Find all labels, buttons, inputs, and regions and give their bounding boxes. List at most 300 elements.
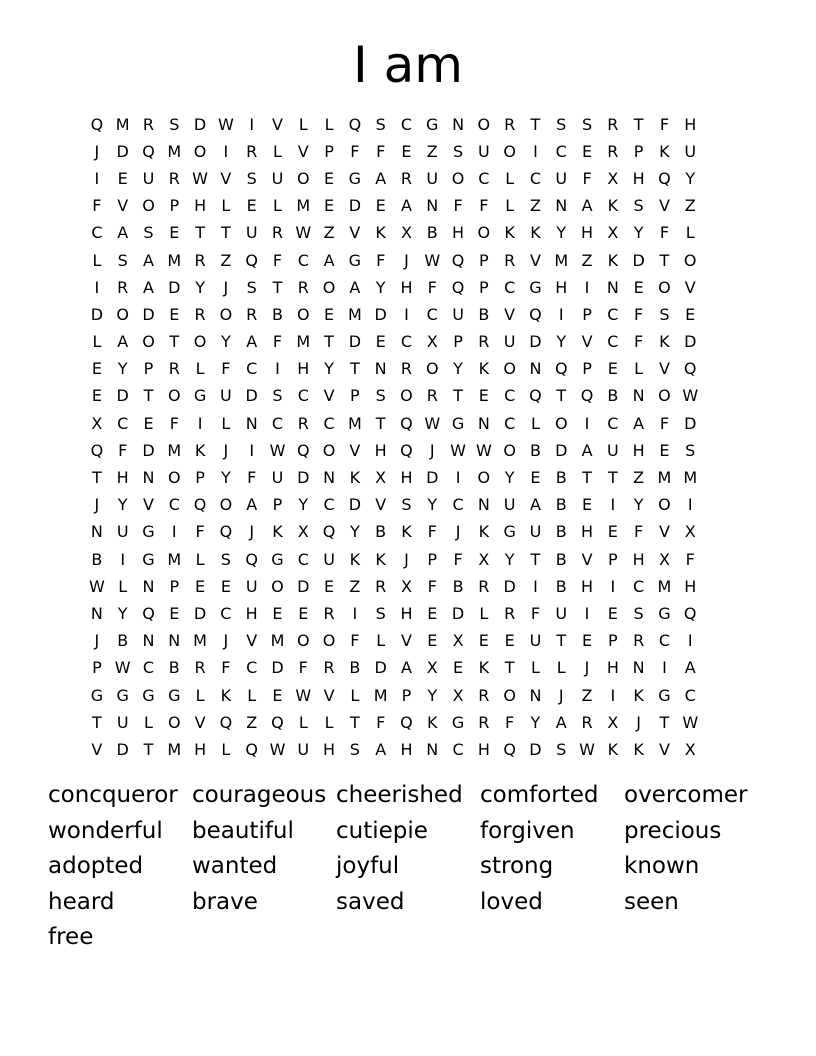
grid-letter: A (581, 196, 593, 216)
word-list-item: cutiepie (336, 817, 428, 844)
grid-letter: K (607, 739, 619, 759)
grid-letter: R (504, 114, 516, 134)
word-list (48, 778, 788, 956)
grid-letter: F (427, 522, 437, 542)
grid-letter: R (168, 359, 180, 379)
grid-letter: R (478, 332, 490, 352)
grid-letter: D (529, 739, 542, 759)
grid-letter: L (273, 196, 282, 216)
grid-letter: G (658, 685, 671, 705)
grid-row (84, 329, 734, 356)
grid-letter: D (426, 468, 439, 488)
grid-row (84, 682, 734, 709)
grid-letter: A (117, 332, 129, 352)
grid-letter: Q (219, 522, 233, 542)
grid-letter: P (401, 685, 412, 705)
grid-letter: T (633, 114, 644, 134)
grid-letter: E (195, 576, 206, 596)
grid-letter: Z (581, 685, 593, 705)
grid-letter: N (452, 114, 465, 134)
grid-letter: X (658, 549, 670, 569)
grid-letter: S (220, 549, 231, 569)
grid-letter: N (142, 576, 155, 596)
grid-letter: N (632, 658, 645, 678)
grid-letter: A (555, 712, 567, 732)
grid-row (84, 437, 734, 464)
grid-letter: E (478, 386, 489, 406)
grid-letter: Y (556, 223, 567, 243)
grid-letter: K (478, 522, 490, 542)
grid-letter: B (375, 522, 387, 542)
grid-letter: E (117, 168, 128, 188)
grid-letter: I (171, 522, 177, 542)
grid-letter: C (323, 413, 335, 433)
grid-letter: E (91, 386, 102, 406)
grid-letter: N (245, 413, 258, 433)
grid-letter: R (581, 712, 593, 732)
grid-letter: U (529, 631, 542, 651)
grid-letter: I (223, 141, 229, 161)
word-list-item: brave (192, 888, 258, 915)
grid-letter: U (142, 168, 155, 188)
grid-letter: P (582, 304, 592, 324)
grid-letter: Y (453, 359, 463, 379)
grid-letter: L (273, 141, 282, 161)
grid-letter: Y (685, 168, 696, 188)
grid-letter: B (555, 522, 567, 542)
grid-letter: O (477, 468, 491, 488)
grid-letter: N (90, 603, 103, 623)
grid-letter: L (530, 413, 540, 433)
grid-letter: D (142, 440, 155, 460)
grid-letter: S (556, 114, 567, 134)
grid-letter: F (195, 522, 205, 542)
grid-letter: E (220, 576, 231, 596)
grid-letter: N (529, 685, 542, 705)
grid-letter: I (94, 168, 100, 188)
grid-letter: C (220, 603, 232, 623)
word-list-item: cheerished (336, 782, 463, 808)
grid-row (84, 628, 734, 655)
grid-letter: G (658, 603, 671, 623)
grid-letter: R (246, 304, 258, 324)
grid-letter: U (684, 141, 697, 161)
grid-letter: F (272, 250, 283, 270)
grid-letter: W (295, 223, 312, 243)
grid-letter: P (143, 359, 154, 379)
grid-letter: E (427, 603, 438, 623)
grid-row (84, 356, 734, 383)
grid-letter: B (168, 658, 180, 678)
grid-letter: L (556, 658, 566, 678)
grid-letter: U (452, 304, 464, 324)
word-list-item: free (48, 924, 94, 950)
grid-letter: X (684, 522, 696, 542)
grid-letter: O (477, 114, 491, 134)
grid-letter: T (195, 223, 205, 243)
grid-row (84, 600, 734, 627)
grid-letter: Y (375, 277, 386, 297)
grid-letter: S (659, 304, 670, 324)
grid-letter: S (143, 223, 154, 243)
grid-letter: P (608, 631, 618, 651)
grid-letter: F (453, 549, 463, 569)
grid-letter: A (117, 223, 129, 243)
grid-letter: R (504, 603, 516, 623)
grid-letter: O (658, 386, 671, 406)
grid-letter: F (659, 413, 670, 433)
word-list-item: forgiven (480, 817, 575, 844)
grid-letter: O (271, 576, 284, 596)
grid-letter: G (142, 549, 155, 569)
grid-letter: M (167, 141, 182, 161)
grid-letter: I (610, 576, 616, 596)
grid-letter: E (427, 631, 438, 651)
grid-letter: R (478, 576, 490, 596)
grid-letter: D (297, 468, 310, 488)
grid-letter: E (246, 196, 257, 216)
grid-letter: O (683, 250, 697, 270)
grid-letter: H (606, 658, 619, 678)
grid-letter: N (323, 468, 336, 488)
grid-letter: T (607, 468, 618, 488)
grid-letter: K (272, 522, 283, 542)
grid-letter: Q (658, 168, 671, 188)
grid-letter: E (324, 196, 335, 216)
grid-letter: T (530, 549, 541, 569)
grid-letter: I (249, 440, 255, 460)
grid-letter: K (607, 196, 619, 216)
grid-letter: O (193, 332, 207, 352)
grid-letter: S (556, 739, 567, 759)
grid-letter: R (607, 114, 619, 134)
grid-letter: N (426, 196, 439, 216)
grid-letter: I (584, 603, 590, 623)
grid-letter: N (555, 196, 568, 216)
grid-letter: L (505, 168, 515, 188)
grid-letter: F (659, 223, 670, 243)
grid-letter: M (554, 250, 569, 270)
grid-letter: I (584, 413, 590, 433)
grid-letter: F (272, 332, 283, 352)
grid-letter: H (323, 739, 336, 759)
grid-letter: B (555, 468, 567, 488)
grid-letter: A (400, 658, 412, 678)
grid-letter: Q (683, 603, 697, 623)
grid-letter: R (478, 712, 490, 732)
grid-letter: K (375, 549, 386, 569)
grid-letter: B (91, 549, 103, 569)
grid-letter: X (607, 223, 619, 243)
word-list-item: wanted (192, 853, 278, 879)
grid-letter: H (581, 522, 594, 542)
grid-letter: M (193, 631, 207, 651)
grid-letter: E (91, 359, 102, 379)
grid-letter: O (503, 685, 516, 705)
grid-letter: X (478, 549, 490, 569)
grid-letter: B (426, 223, 438, 243)
grid-letter: Q (529, 304, 542, 324)
word-list-item: heard (48, 888, 115, 915)
grid-letter: O (477, 223, 491, 243)
grid-letter: P (169, 196, 180, 216)
grid-letter: Z (633, 468, 645, 488)
grid-letter: J (584, 658, 590, 678)
grid-letter: E (169, 603, 180, 623)
grid-letter: H (555, 277, 568, 297)
word-search-grid (84, 111, 734, 764)
word-list-item: saved (336, 888, 405, 915)
grid-letter: C (504, 413, 516, 433)
grid-letter: D (348, 332, 362, 352)
grid-letter: A (375, 168, 387, 188)
grid-letter: J (223, 277, 229, 297)
grid-letter: F (376, 712, 386, 732)
grid-letter: T (143, 386, 154, 406)
grid-letter: O (142, 332, 155, 352)
grid-letter: T (556, 386, 567, 406)
grid-letter: H (400, 468, 413, 488)
grid-letter: C (529, 168, 542, 188)
grid-letter: O (503, 141, 516, 161)
grid-letter: H (632, 549, 645, 569)
grid-letter: L (195, 685, 205, 705)
grid-letter: M (683, 468, 698, 488)
grid-letter: P (479, 277, 489, 297)
grid-letter: L (324, 114, 334, 134)
grid-letter: C (297, 386, 309, 406)
grid-letter: S (272, 386, 283, 406)
grid-letter: G (348, 168, 362, 188)
grid-letter: D (297, 576, 310, 596)
grid-letter: D (168, 277, 181, 297)
grid-letter: H (684, 114, 697, 134)
grid-letter: U (271, 168, 284, 188)
grid-letter: K (478, 658, 490, 678)
grid-letter: L (350, 685, 360, 705)
grid-letter: B (452, 576, 464, 596)
grid-letter: U (297, 739, 310, 759)
grid-letter: G (503, 522, 516, 542)
grid-letter: J (249, 522, 255, 542)
grid-letter: F (350, 141, 360, 161)
word-list-item: courageous (192, 782, 327, 808)
grid-letter: H (477, 739, 490, 759)
grid-letter: E (453, 658, 464, 678)
grid-letter: Y (427, 685, 438, 705)
grid-letter: L (221, 196, 231, 216)
grid-letter: H (374, 440, 387, 460)
grid-letter: L (92, 332, 102, 352)
grid-row (84, 410, 734, 437)
grid-letter: C (168, 495, 180, 515)
grid-letter: Z (246, 712, 258, 732)
grid-letter: C (142, 658, 155, 678)
grid-letter: U (426, 168, 439, 188)
grid-letter: G (426, 114, 439, 134)
grid-letter: I (455, 468, 461, 488)
grid-letter: D (271, 658, 284, 678)
grid-letter: Q (554, 359, 568, 379)
grid-letter: I (197, 413, 203, 433)
grid-letter: G (90, 685, 104, 705)
grid-letter: E (607, 522, 618, 542)
grid-letter: B (607, 386, 619, 406)
grid-letter: F (453, 196, 463, 216)
grid-letter: F (169, 413, 179, 433)
grid-letter: I (94, 277, 100, 297)
grid-letter: C (452, 739, 464, 759)
grid-letter: L (634, 359, 644, 379)
grid-letter: S (375, 603, 386, 623)
grid-row (84, 301, 734, 328)
grid-letter: H (684, 576, 697, 596)
grid-letter: C (297, 250, 309, 270)
grid-letter: A (529, 495, 541, 515)
grid-letter: D (451, 603, 465, 623)
grid-row (84, 138, 734, 165)
grid-letter: D (684, 332, 697, 352)
grid-letter: U (503, 495, 516, 515)
grid-letter: W (269, 739, 286, 759)
grid-row (84, 709, 734, 736)
grid-letter: Y (220, 468, 231, 488)
word-list-item: adopted (48, 853, 144, 879)
grid-letter: J (404, 250, 409, 270)
grid-letter: K (633, 685, 644, 705)
grid-letter: D (348, 495, 362, 515)
grid-letter: X (684, 739, 696, 759)
grid-letter: Z (349, 576, 361, 596)
grid-letter: S (375, 114, 386, 134)
grid-letter: Q (245, 250, 258, 270)
grid-letter: E (607, 603, 618, 623)
grid-letter: J (94, 495, 100, 515)
grid-letter: Y (504, 468, 515, 488)
grid-letter: L (195, 359, 205, 379)
grid-letter: M (167, 250, 182, 270)
grid-letter: S (685, 440, 696, 460)
grid-letter: R (117, 277, 129, 297)
grid-letter: H (632, 440, 645, 460)
grid-letter: V (91, 739, 103, 759)
grid-letter: U (529, 522, 542, 542)
grid-letter: D (116, 141, 129, 161)
grid-letter: O (167, 712, 181, 732)
grid-letter: T (169, 332, 180, 352)
grid-letter: F (659, 114, 670, 134)
word-list-item: strong (480, 853, 554, 879)
grid-letter: D (503, 576, 516, 596)
grid-letter: F (479, 196, 489, 216)
grid-letter: M (657, 576, 672, 596)
grid-letter: P (350, 386, 360, 406)
grid-letter: I (533, 576, 538, 596)
grid-letter: Y (633, 223, 644, 243)
grid-letter: Q (580, 386, 594, 406)
grid-letter: K (633, 739, 644, 759)
grid-letter: J (404, 549, 409, 569)
grid-letter: L (247, 685, 257, 705)
grid-letter: F (376, 250, 386, 270)
grid-letter: C (504, 386, 516, 406)
grid-letter: N (426, 739, 439, 759)
grid-letter: T (92, 712, 102, 732)
grid-letter: X (452, 685, 464, 705)
grid-letter: M (167, 549, 182, 569)
grid-letter: F (582, 168, 592, 188)
grid-letter: F (350, 631, 360, 651)
grid-letter: I (404, 304, 409, 324)
grid-letter: W (475, 440, 492, 460)
grid-letter: U (245, 576, 258, 596)
grid-letter: N (374, 359, 387, 379)
word-list-item: precious (624, 817, 722, 844)
grid-letter: L (92, 250, 102, 270)
grid-letter: J (223, 631, 229, 651)
grid-letter: V (323, 685, 335, 705)
grid-letter: L (221, 413, 231, 433)
grid-letter: Q (193, 495, 207, 515)
grid-letter: H (581, 576, 594, 596)
grid-letter: E (633, 277, 644, 297)
word-list-item: concqueror (48, 782, 178, 808)
grid-letter: M (115, 114, 130, 134)
grid-letter: S (633, 603, 644, 623)
grid-letter: F (221, 359, 231, 379)
grid-letter: Q (451, 277, 465, 297)
grid-letter: L (685, 223, 695, 243)
grid-letter: M (296, 332, 311, 352)
grid-letter: W (450, 440, 466, 460)
grid-letter: F (427, 576, 437, 596)
grid-letter: F (530, 603, 541, 623)
grid-letter: E (324, 168, 335, 188)
grid-letter: Q (529, 386, 542, 406)
grid-letter: W (682, 712, 699, 732)
grid-letter: C (555, 141, 567, 161)
grid-letter: C (117, 413, 129, 433)
grid-letter: I (120, 549, 126, 569)
grid-letter: Z (323, 223, 335, 243)
word-list-item: joyful (336, 853, 400, 879)
grid-letter: C (633, 576, 645, 596)
grid-letter: F (298, 658, 308, 678)
grid-row (84, 519, 734, 546)
grid-row (84, 247, 734, 274)
grid-letter: E (607, 359, 618, 379)
grid-letter: W (424, 250, 441, 270)
grid-letter: R (478, 685, 490, 705)
grid-letter: S (581, 114, 593, 134)
grid-letter: U (271, 468, 284, 488)
grid-letter: V (581, 332, 593, 352)
grid-letter: V (684, 277, 696, 297)
grid-letter: F (634, 332, 644, 352)
grid-letter: V (246, 631, 258, 651)
grid-letter: C (478, 168, 490, 188)
grid-letter: O (296, 631, 310, 651)
word-list-item: overcomer (624, 782, 748, 808)
grid-letter: S (246, 277, 257, 297)
grid-letter: C (400, 332, 413, 352)
grid-letter: K (427, 712, 438, 732)
grid-letter: Q (400, 712, 413, 732)
grid-letter: S (375, 386, 386, 406)
grid-row (84, 655, 734, 682)
grid-letter: V (194, 712, 206, 732)
grid-letter: P (582, 359, 592, 379)
